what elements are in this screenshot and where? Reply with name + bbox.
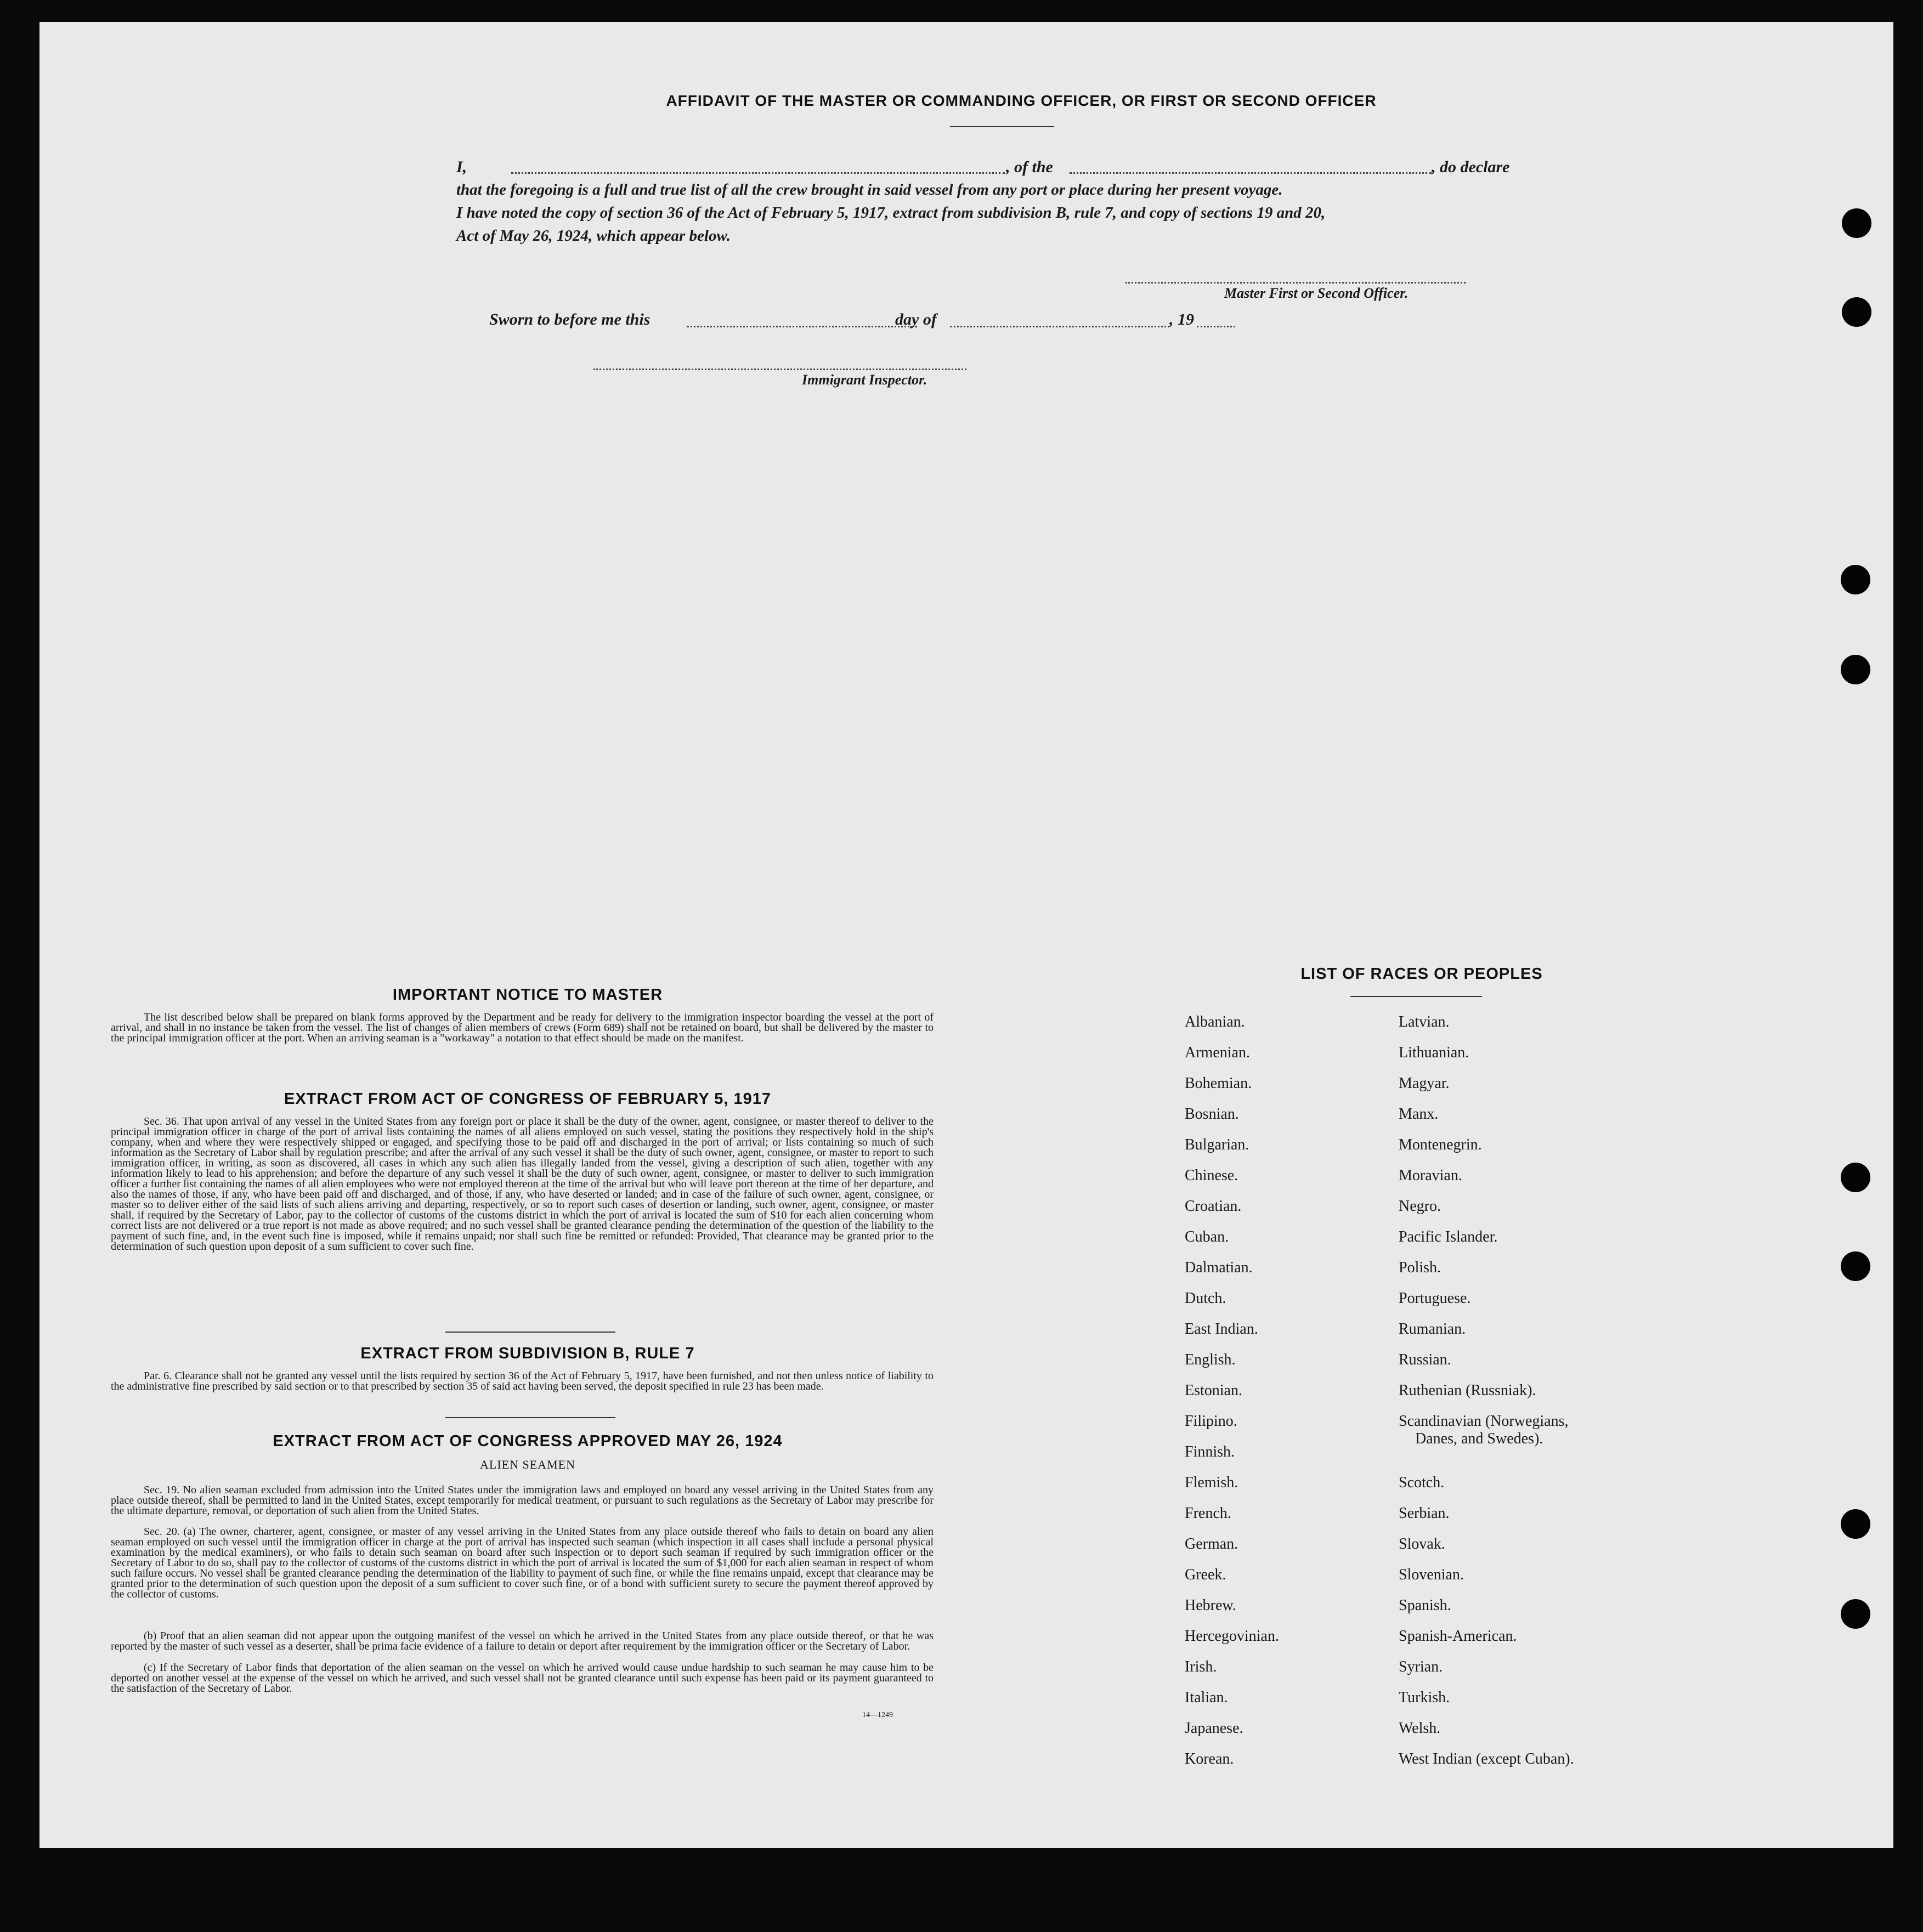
- punch-hole-icon: [1842, 208, 1871, 238]
- punch-hole-icon: [1841, 1163, 1870, 1192]
- race-item: Magyar.: [1399, 1075, 1450, 1092]
- name-blank[interactable]: [511, 172, 1005, 174]
- race-item: Croatian.: [1185, 1198, 1242, 1215]
- race-item: Syrian.: [1399, 1658, 1443, 1675]
- race-item: Italian.: [1185, 1689, 1228, 1706]
- day-of-label: day of: [895, 310, 937, 328]
- race-item: French.: [1185, 1505, 1231, 1522]
- race-item-continuation: Danes, and Swedes).: [1415, 1430, 1543, 1447]
- race-item: Hebrew.: [1185, 1597, 1236, 1614]
- race-item: Rumanian.: [1399, 1321, 1466, 1338]
- divider-rule7: [445, 1417, 615, 1418]
- form-number: 14—1249: [862, 1711, 893, 1719]
- race-item: Bulgarian.: [1185, 1136, 1249, 1153]
- affidavit-i-label: I,: [456, 158, 467, 176]
- punch-hole-icon: [1841, 1599, 1870, 1629]
- affidavit-title: AFFIDAVIT OF THE MASTER OR COMMANDING OFFICER, OR FIRST OR SECOND OFFICER: [666, 92, 1377, 109]
- extract-1917-body: Sec. 36. That upon arrival of any vessel in the United States from any foreign port or place it shall be the duty of the owner, agent, consignee, or master thereof to deliver to the principal immigration officer in charge of the port of arrival lists containing the names of all aliens employed on such vessel, stating the positions they respectively hold in the ship's company, when and where they were respectively shipped or engaged, and specifying those to be paid off and discharged in the port of arrival; or lists containing so much of such information as the Secretary of Labor shall by regulation prescribe; and after the arrival of any such vessel it shall be the duty of such owner, agent, consignee, or master to report to such immigration officer, in writing, as soon as discovered, all cases in which any such alien has illegally landed from the vessel, giving a description of such alien, together with any information likely to lead to his apprehension; and before the departure of any such vessel it shall be the duty of such owner, agent, consignee, or master to deliver to such immigration officer a further list containing the names of all alien employees who were not employed thereon at the time of the arrival but who will leave port thereon at the time of her departure, and also the names of those, if any, who have been paid off and discharged, and of those, if any, who have deserted or landed; and in case of the failure of such owner, agent, consignee, or master so to deliver either of the said lists of such aliens arriving and departing, respectively, or so to report such cases of desertion or landing, such owner, agent, consignee, or master shall, if required by the Secretary of Labor, pay to the collector of customs of the customs district in which the port of arrival is located the sum of $10 for each alien concerning whom correct lists are not delivered or a true report is not made as above required; and no such vessel shall be granted clearance pending the determination of the question of the liability to the payment of such fine, and, in the event such fine is imposed, while it remains unpaid; nor shall such fine be remitted or refunded: Provided, That clearance may be granted prior to the determination of such question upon deposit of a sum sufficient to cover such fine.: [111, 1115, 934, 1253]
- notice-title: IMPORTANT NOTICE TO MASTER: [392, 986, 663, 1004]
- master-signature-label: Master First or Second Officer.: [1224, 285, 1409, 301]
- race-item: Bosnian.: [1185, 1106, 1239, 1123]
- extract-1924-sec20c: (c) If the Secretary of Labor finds that deportation of the alien seaman on the vessel on which he arrived would cause undue hardship to such seaman he may cause him to be deported on another vessel at the expense of the vessel on which he arrived, and such vessel shall not be granted clearance until such expense has been paid or its payment guaranteed to the satisfaction of the Secretary of Labor.: [111, 1662, 934, 1695]
- divider-1917: [445, 1332, 615, 1333]
- race-item: Spanish.: [1399, 1597, 1451, 1614]
- punch-hole-icon: [1841, 1251, 1870, 1281]
- race-item: Finnish.: [1185, 1443, 1235, 1460]
- race-item: Scotch.: [1399, 1474, 1445, 1491]
- extract-1924-sec20b: (b) Proof that an alien seaman did not appear upon the outgoing manifest of the vessel on which he arrived in the United States from any place outside thereof, or that he was reported by the master of such vessel as a deserter, shall be prima facie evidence of a failure to detain or deport after requirement by the immigration officer or the Secretary of Labor.: [111, 1630, 934, 1652]
- race-item: Montenegrin.: [1399, 1136, 1482, 1153]
- race-item: Russian.: [1399, 1351, 1451, 1368]
- race-item: Manx.: [1399, 1106, 1439, 1123]
- affidavit-line-1: that the foregoing is a full and true list of all the crew brought in said vessel from any port or place during her present voyage.: [456, 181, 1283, 199]
- race-item: Hercegovinian.: [1185, 1628, 1279, 1645]
- of-the-label: , of the: [1006, 158, 1053, 176]
- year-prefix: , 19: [1169, 310, 1194, 328]
- document-page: [39, 22, 1893, 1848]
- race-item: German.: [1185, 1536, 1238, 1553]
- race-item: Latvian.: [1399, 1013, 1450, 1030]
- race-item: Irish.: [1185, 1658, 1217, 1675]
- sworn-day-blank[interactable]: [687, 326, 917, 327]
- extract-1917-title: EXTRACT FROM ACT OF CONGRESS OF FEBRUARY 5, 1917: [284, 1090, 772, 1108]
- inspector-label: Immigrant Inspector.: [802, 372, 927, 388]
- race-item: Turkish.: [1399, 1689, 1450, 1706]
- race-item: Slovenian.: [1399, 1566, 1464, 1583]
- races-divider: [1350, 996, 1482, 997]
- race-item: Estonian.: [1185, 1382, 1242, 1399]
- title-divider: [950, 126, 1054, 127]
- race-item: Negro.: [1399, 1198, 1441, 1215]
- race-item: Slovak.: [1399, 1536, 1445, 1553]
- race-item: Korean.: [1185, 1750, 1234, 1767]
- race-item: Dutch.: [1185, 1290, 1226, 1307]
- race-item: Filipino.: [1185, 1413, 1237, 1430]
- extract-1924-sec20a: Sec. 20. (a) The owner, charterer, agent, consignee, or master of any vessel arriving in the United States from any place outside thereof who fails to detain on board any alien seaman employed on such vessel until the immigration officer in charge at the port of arrival has inspected such seaman (which inspection in all cases shall include a personal physical examination by the medical examiners), or who fails to detain such seaman on board after such inspection or to deport such seaman if required by such immigration officer or the Secretary of Labor to do so, shall pay to the collector of customs of the customs district in which the port of arrival is located the sum of $1,000 for each alien seaman in respect of whom such failure occurs. No vessel shall be granted clearance pending the determination of the liability to payment of such fine, or while the fine remains unpaid, except that clearance may be granted prior to the determination of such question upon the deposit of a sum sufficient to cover such fine, or of a bond with sufficient surety to secure the payment thereof approved by the collector of customs.: [111, 1526, 934, 1600]
- race-item: Bohemian.: [1185, 1075, 1252, 1092]
- affidavit-line-2: I have noted the copy of section 36 of the Act of February 5, 1917, extract from subdivision B, rule 7, and copy of sections 19 and 20,: [456, 204, 1326, 222]
- punch-hole-icon: [1842, 297, 1871, 327]
- race-item: Dalmatian.: [1185, 1259, 1253, 1276]
- race-item: Cuban.: [1185, 1228, 1229, 1245]
- race-item: Armenian.: [1185, 1044, 1250, 1061]
- race-item: Scandinavian (Norwegians,: [1399, 1413, 1569, 1430]
- sworn-label: Sworn to before me this: [489, 310, 651, 328]
- race-item: East Indian.: [1185, 1321, 1258, 1338]
- race-item: Portuguese.: [1399, 1290, 1471, 1307]
- punch-hole-icon: [1841, 655, 1870, 684]
- race-item: Lithuanian.: [1399, 1044, 1469, 1061]
- race-item: English.: [1185, 1351, 1236, 1368]
- race-item: Serbian.: [1399, 1505, 1450, 1522]
- race-item: Moravian.: [1399, 1167, 1462, 1184]
- sworn-month-blank[interactable]: [950, 326, 1169, 327]
- race-item: Spanish-American.: [1399, 1628, 1517, 1645]
- race-item: Welsh.: [1399, 1720, 1441, 1737]
- race-item: Albanian.: [1185, 1013, 1245, 1030]
- notice-body: The list described below shall be prepared on blank forms approved by the Department and be ready for delivery to the immigration inspector boarding the vessel at the port of arrival, and shall in no instance be taken from the vessel. The list of changes of alien members of crews (Form 689) shall not be retained on board, but shall be delivered by the master to the principal immigration officer at the port. When an arriving seaman is a "workaway" a notation to that effect should be made on the manifest.: [111, 1011, 934, 1044]
- punch-hole-icon: [1841, 565, 1870, 594]
- extract-1924-title: EXTRACT FROM ACT OF CONGRESS APPROVED MAY 26, 1924: [273, 1432, 783, 1450]
- extract-rule7-body: Par. 6. Clearance shall not be granted any vessel until the lists required by section 36 of the Act of February 5, 1917, have been furnished, and not then unless notice of liability to the administrative fine prescribed by said section or to that prescribed by section 35 of said act having been served, the deposit specified in rule 23 has been made.: [111, 1370, 934, 1392]
- extract-rule7-title: EXTRACT FROM SUBDIVISION B, RULE 7: [360, 1345, 695, 1362]
- extract-1924-sec19: Sec. 19. No alien seaman excluded from admission into the United States under the immigration laws and employed on board any vessel arriving in the United States from any place outside thereof, shall be permitted to land in the United States, except temporarily for medical treatment, or pursuant to such regulations as the Secretary of Labor may prescribe for the ultimate departure, removal, or deportation of such alien from the United States.: [111, 1484, 934, 1517]
- extract-1924-subtitle: ALIEN SEAMEN: [480, 1458, 575, 1471]
- race-item: Chinese.: [1185, 1167, 1238, 1184]
- race-item: Ruthenian (Russniak).: [1399, 1382, 1536, 1399]
- inspector-signature-line[interactable]: [593, 369, 966, 370]
- race-item: Polish.: [1399, 1259, 1441, 1276]
- race-item: Pacific Islander.: [1399, 1228, 1498, 1245]
- affidavit-line-3: Act of May 26, 1924, which appear below.: [456, 227, 731, 245]
- do-declare-label: , do declare: [1432, 158, 1510, 176]
- vessel-blank[interactable]: [1070, 172, 1432, 174]
- punch-hole-icon: [1841, 1509, 1870, 1539]
- master-signature-line[interactable]: [1125, 282, 1466, 284]
- race-item: Greek.: [1185, 1566, 1226, 1583]
- race-item: Flemish.: [1185, 1474, 1238, 1491]
- year-blank[interactable]: [1197, 326, 1235, 327]
- race-item: West Indian (except Cuban).: [1399, 1750, 1574, 1767]
- races-title: LIST OF RACES OR PEOPLES: [1300, 965, 1543, 983]
- race-item: Japanese.: [1185, 1720, 1243, 1737]
